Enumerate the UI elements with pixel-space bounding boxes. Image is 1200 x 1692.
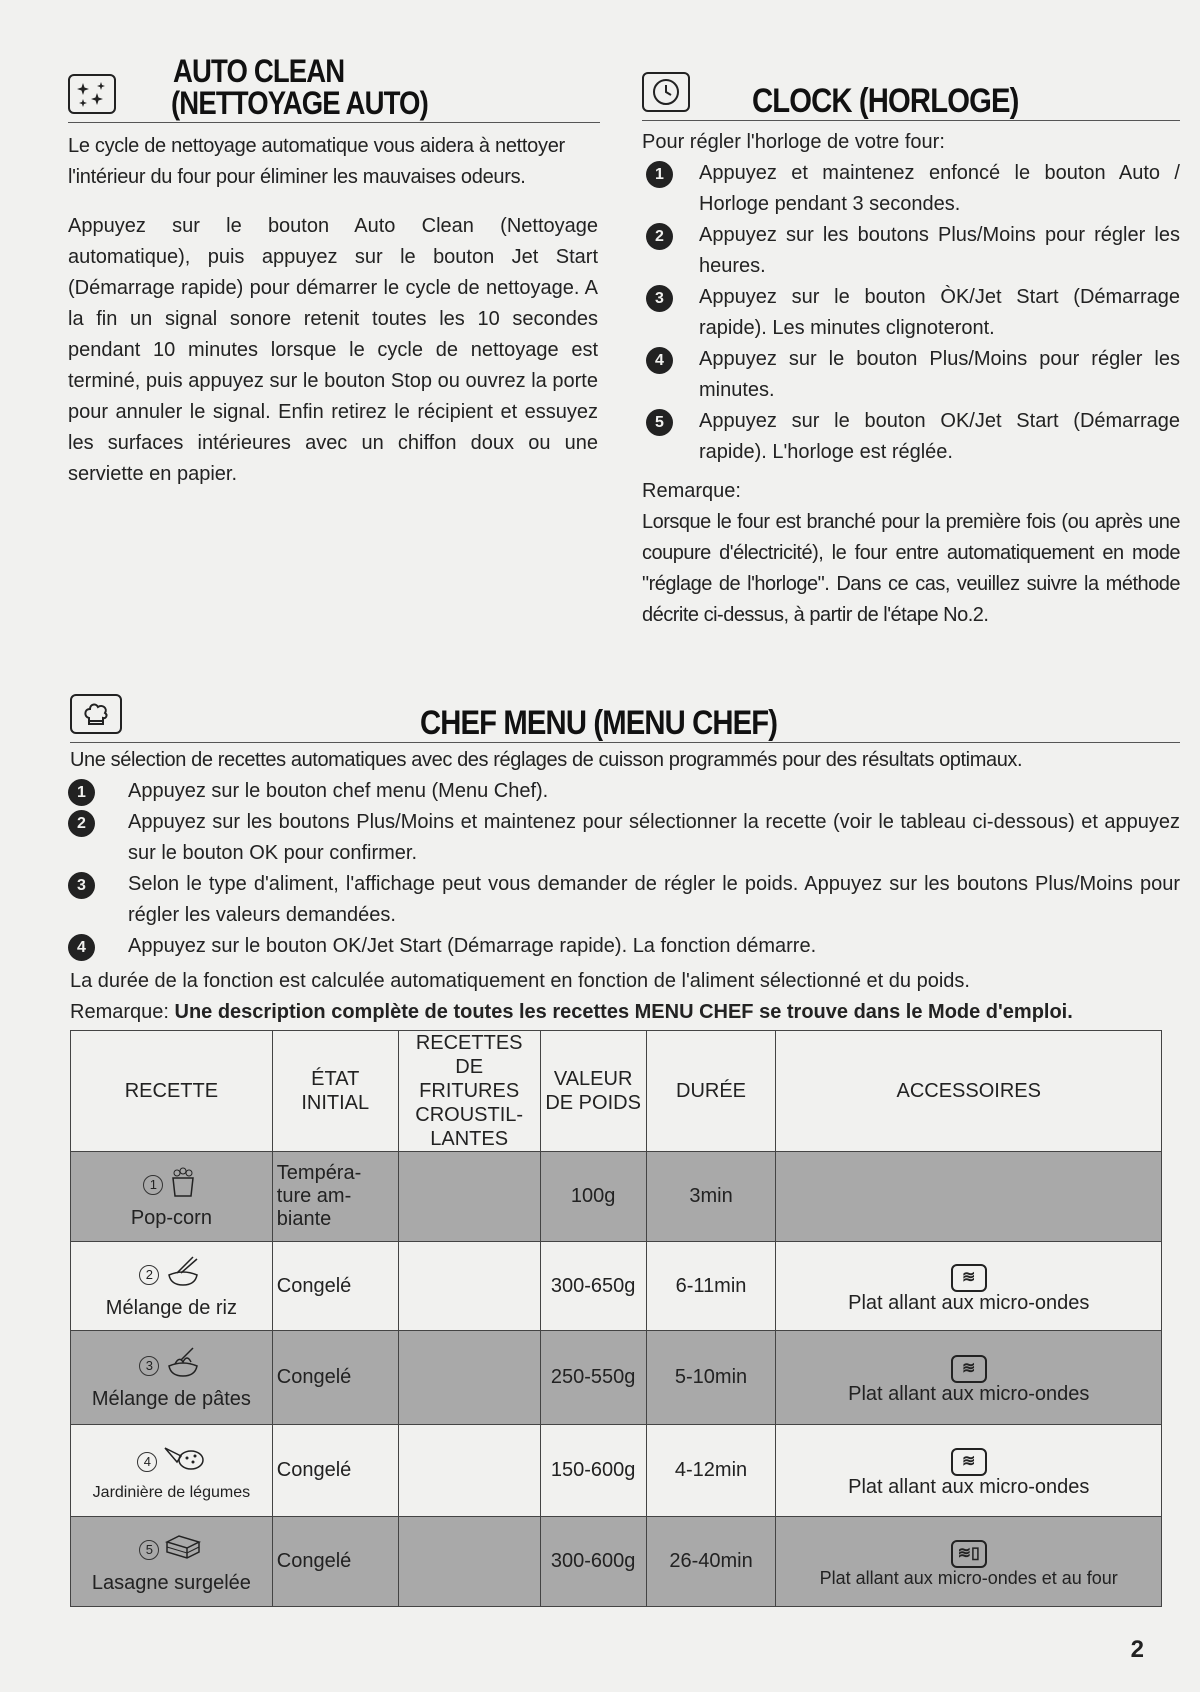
header-recette: RECETTE bbox=[71, 1031, 273, 1152]
table-row bbox=[71, 1331, 1162, 1425]
accessoire-cell: ≋ Plat allant aux micro-ondes bbox=[776, 1242, 1162, 1331]
table-row bbox=[71, 1425, 1162, 1517]
poids-cell: 150-600g bbox=[540, 1425, 646, 1517]
fritures-cell bbox=[398, 1242, 540, 1331]
microwave-dish-icon: ≋ bbox=[951, 1448, 987, 1476]
list-item: 4 Appuyez sur le bouton OK/Jet Start (Démarrage rapide). La fonction démarre. bbox=[70, 931, 1180, 962]
auto-clean-header bbox=[68, 50, 600, 123]
clock-steps bbox=[642, 158, 1180, 468]
header-etat: ÉTAT INITIAL bbox=[272, 1031, 398, 1152]
poids-cell: 250-550g bbox=[540, 1331, 646, 1425]
fritures-cell bbox=[398, 1152, 540, 1242]
header-accessoires: ACCESSOIRES bbox=[776, 1031, 1162, 1152]
vegetables-icon bbox=[161, 1442, 205, 1482]
chef-menu-section bbox=[70, 680, 1180, 1028]
list-item: 3 Selon le type d'aliment, l'affichage peut vous demander de régler le poids. Appuyez sur les boutons Plus/Moins pour régler les valeurs demandées. bbox=[70, 869, 1180, 931]
page-number: 2 bbox=[1130, 1636, 1144, 1663]
clock-title: CLOCK (HORLOGE) bbox=[752, 82, 1019, 120]
auto-clean-title-line2: (NETTOYAGE AUTO) bbox=[171, 85, 428, 121]
table-header-row bbox=[71, 1031, 1162, 1152]
poids-cell: 300-650g bbox=[540, 1242, 646, 1331]
recipe-cell: 5 Lasagne surgelée bbox=[71, 1517, 273, 1607]
header-poids: VALEUR DE POIDS bbox=[540, 1031, 646, 1152]
etat-cell: Congelé bbox=[272, 1425, 398, 1517]
list-item: 1 Appuyez et maintenez enfoncé le bouton Auto / Horloge pendant 3 secondes. bbox=[642, 158, 1180, 220]
list-item: 1 Appuyez sur le bouton chef menu (Menu Chef). bbox=[70, 776, 1180, 807]
microwave-oven-dish-icon: ≋▯ bbox=[951, 1540, 987, 1568]
header-duree: DURÉE bbox=[646, 1031, 776, 1152]
fritures-cell bbox=[398, 1517, 540, 1607]
lasagna-icon bbox=[163, 1532, 203, 1568]
microwave-dish-icon: ≋ bbox=[951, 1264, 987, 1292]
recipe-cell: 3 Mélange de pâtes bbox=[71, 1331, 273, 1425]
chef-menu-note: Remarque: Une description complète de toutes les recettes MENU CHEF se trouve dans le Mode d'emploi. bbox=[70, 1001, 1073, 1023]
list-item: 3 Appuyez sur le bouton ÒK/Jet Start (Démarrage rapide). Les minutes clignoteront. bbox=[642, 282, 1180, 344]
recipe-cell: 4 Jardinière de légumes bbox=[71, 1425, 273, 1517]
recipe-cell: 1 Pop-corn bbox=[71, 1152, 273, 1242]
table-row bbox=[71, 1242, 1162, 1331]
etat-cell: Congelé bbox=[272, 1517, 398, 1607]
chef-menu-duration-text: La durée de la fonction est calculée automatiquement en fonction de l'aliment sélectionné et du poids. bbox=[70, 970, 970, 992]
duree-cell: 3min bbox=[646, 1152, 776, 1242]
table-row bbox=[71, 1152, 1162, 1242]
chef-hat-icon bbox=[70, 694, 122, 734]
header-fritures: RECETTES DE FRITURES CROUSTIL- LANTES bbox=[398, 1031, 540, 1152]
auto-clean-section bbox=[68, 50, 600, 490]
etat-cell: Tempéra- ture am- biante bbox=[272, 1152, 398, 1242]
duree-cell: 4-12min bbox=[646, 1425, 776, 1517]
auto-clean-intro: Le cycle de nettoyage automatique vous aidera à nettoyer l'intérieur du four pour éliminer les mauvaises odeurs. bbox=[68, 135, 565, 188]
rice-bowl-icon bbox=[163, 1255, 203, 1295]
clock-intro: Pour régler l'horloge de votre four: bbox=[642, 131, 945, 153]
clock-header bbox=[642, 60, 1180, 121]
chef-menu-table bbox=[70, 1030, 1162, 1607]
fritures-cell bbox=[398, 1425, 540, 1517]
accessoire-cell: ≋ Plat allant aux micro-ondes bbox=[776, 1425, 1162, 1517]
popcorn-icon bbox=[167, 1166, 199, 1204]
clock-note: Lorsque le four est branché pour la première fois (ou après une coupure d'électricité), le four entre automatiquement en mode "réglage de l'horloge". Dans ce cas, veuillez suivre la méthode décrite ci-dessus, à partir de l'étape No.2. bbox=[642, 511, 1180, 626]
recipe-cell: 2 Mélange de riz bbox=[71, 1242, 273, 1331]
auto-clean-title-line1: AUTO CLEAN bbox=[173, 53, 345, 89]
poids-cell: 100g bbox=[540, 1152, 646, 1242]
duree-cell: 26-40min bbox=[646, 1517, 776, 1607]
auto-clean-body: Appuyez sur le bouton Auto Clean (Nettoyage automatique), puis appuyez sur le bouton Jet Start (Démarrage rapide) pour démarrer le cycle de nettoyage. A la fin un signal sonore retenit toutes les 10 secondes pendant 10 minutes lorsque le cycle de nettoyage est terminé, puis appuyez sur le bouton Stop ou ouvrez la porte pour annuler le signal. Enfin retirez le récipient et essuyez les surfaces intérieures avec un chiffon doux ou une serviette en papier. bbox=[68, 215, 598, 485]
microwave-dish-icon: ≋ bbox=[951, 1355, 987, 1383]
clock-note-label: Remarque: bbox=[642, 480, 741, 502]
fritures-cell bbox=[398, 1331, 540, 1425]
accessoire-cell: ≋▯ Plat allant aux micro-ondes et au four bbox=[776, 1517, 1162, 1607]
duree-cell: 5-10min bbox=[646, 1331, 776, 1425]
accessoire-cell: ≋ Plat allant aux micro-ondes bbox=[776, 1331, 1162, 1425]
chef-menu-header bbox=[70, 680, 1180, 743]
list-item: 2 Appuyez sur les boutons Plus/Moins pour régler les heures. bbox=[642, 220, 1180, 282]
etat-cell: Congelé bbox=[272, 1331, 398, 1425]
table-row bbox=[71, 1517, 1162, 1607]
clock-section bbox=[642, 60, 1180, 631]
duree-cell: 6-11min bbox=[646, 1242, 776, 1331]
chef-menu-title: CHEF MENU (MENU CHEF) bbox=[420, 704, 778, 742]
pasta-bowl-icon bbox=[163, 1346, 203, 1386]
accessoire-cell bbox=[776, 1152, 1162, 1242]
chef-menu-intro: Une sélection de recettes automatiques avec des réglages de cuisson programmés pour des résultats optimaux. bbox=[70, 749, 1023, 771]
list-item: 4 Appuyez sur le bouton Plus/Moins pour régler les minutes. bbox=[642, 344, 1180, 406]
clock-icon bbox=[642, 72, 690, 112]
chef-menu-steps bbox=[70, 776, 1180, 962]
poids-cell: 300-600g bbox=[540, 1517, 646, 1607]
sparkle-icon bbox=[68, 74, 116, 114]
list-item: 5 Appuyez sur le bouton OK/Jet Start (Démarrage rapide). L'horloge est réglée. bbox=[642, 406, 1180, 468]
etat-cell: Congelé bbox=[272, 1242, 398, 1331]
list-item: 2 Appuyez sur les boutons Plus/Moins et maintenez pour sélectionner la recette (voir le tableau ci-dessous) et appuyez sur le bouton OK pour confirmer. bbox=[70, 807, 1180, 869]
